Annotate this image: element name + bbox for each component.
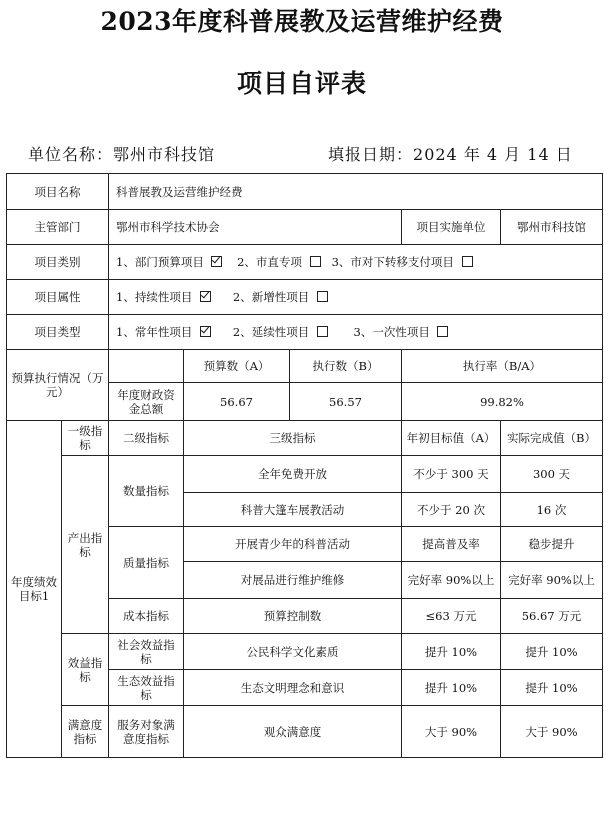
perf-label: 年度绩效目标1 bbox=[7, 421, 62, 758]
category-options bbox=[109, 245, 603, 280]
indicator-actual: 56.67 万元 bbox=[501, 599, 603, 634]
indicator-target: 大于 90% bbox=[402, 706, 501, 758]
indicator-name: 全年免费开放 bbox=[184, 456, 402, 493]
type-options bbox=[109, 315, 603, 350]
table-row bbox=[7, 706, 603, 758]
row-category bbox=[7, 245, 603, 280]
project-name-label: 项目名称 bbox=[7, 174, 109, 210]
type-opt3: 3、一次性项目 bbox=[353, 325, 430, 339]
row-project-name bbox=[7, 174, 603, 210]
output-label: 产出指标 bbox=[62, 456, 109, 634]
budget-col-a: 预算数（A） bbox=[184, 350, 290, 383]
category-label: 项目类别 bbox=[7, 245, 109, 280]
cost-label: 成本指标 bbox=[109, 599, 184, 634]
indicator-actual: 完好率 90%以上 bbox=[501, 562, 603, 599]
indicator-target: 不少于 20 次 bbox=[402, 493, 501, 527]
quality-label: 质量指标 bbox=[109, 527, 184, 599]
indicator-actual: 300 天 bbox=[501, 456, 603, 493]
project-name-value: 科普展教及运营维护经费 bbox=[109, 174, 603, 210]
attribute-opt1: 1、持续性项目 bbox=[116, 290, 193, 304]
budget-row-label: 年度财政资金总额 bbox=[109, 383, 184, 421]
budget-col-rate: 执行率（B/A） bbox=[402, 350, 603, 383]
department-label: 主管部门 bbox=[7, 210, 109, 245]
indicator-name: 公民科学文化素质 bbox=[184, 634, 402, 670]
checkbox-empty-icon[interactable] bbox=[317, 326, 328, 337]
evaluation-table bbox=[6, 173, 603, 758]
checkbox-empty-icon[interactable] bbox=[437, 326, 448, 337]
row-type bbox=[7, 315, 603, 350]
budget-label: 预算执行情况（万元） bbox=[7, 350, 109, 421]
perf-h-actual: 实际完成值（B） bbox=[501, 421, 603, 456]
title-line-2: 项目自评表 bbox=[236, 69, 367, 98]
perf-h-target: 年初目标值（A） bbox=[402, 421, 501, 456]
table-row bbox=[7, 456, 603, 493]
impl-unit-label: 项目实施单位 bbox=[402, 210, 501, 245]
budget-a-value: 56.67 bbox=[184, 383, 290, 421]
category-opt2: 2、市直专项 bbox=[237, 255, 302, 269]
perf-h-level3: 三级指标 bbox=[184, 421, 402, 456]
perf-h-level2: 二级指标 bbox=[109, 421, 184, 456]
indicator-actual: 稳步提升 bbox=[501, 527, 603, 562]
unit-value: 鄂州市科技馆 bbox=[113, 145, 216, 164]
category-opt1: 1、部门预算项目 bbox=[116, 255, 204, 269]
unit-name bbox=[28, 142, 215, 165]
indicator-actual: 提升 10% bbox=[501, 670, 603, 706]
checkbox-checked-icon[interactable] bbox=[211, 256, 222, 267]
table-row bbox=[7, 634, 603, 670]
report-date bbox=[328, 142, 573, 165]
satisfaction-label: 满意度指标 bbox=[62, 706, 109, 758]
budget-blank bbox=[109, 350, 184, 383]
budget-col-b: 执行数（B） bbox=[290, 350, 402, 383]
type-label: 项目类型 bbox=[7, 315, 109, 350]
indicator-actual: 16 次 bbox=[501, 493, 603, 527]
indicator-actual: 大于 90% bbox=[501, 706, 603, 758]
eco-label: 生态效益指标 bbox=[109, 670, 184, 706]
unit-label: 单位名称： bbox=[28, 145, 114, 164]
row-budget-header bbox=[7, 350, 603, 383]
type-opt2: 2、延续性项目 bbox=[232, 325, 310, 339]
budget-rate-value: 99.82% bbox=[402, 383, 603, 421]
qty-label: 数量指标 bbox=[109, 456, 184, 527]
indicator-target: 提高普及率 bbox=[402, 527, 501, 562]
attribute-label: 项目属性 bbox=[7, 280, 109, 315]
checkbox-checked-icon[interactable] bbox=[200, 326, 211, 337]
row-attribute bbox=[7, 280, 603, 315]
category-opt3: 3、市对下转移支付项目 bbox=[331, 255, 454, 269]
indicator-target: 提升 10% bbox=[402, 670, 501, 706]
indicator-name: 开展青少年的科普活动 bbox=[184, 527, 402, 562]
row-perf-header bbox=[7, 421, 603, 456]
indicator-actual: 提升 10% bbox=[501, 634, 603, 670]
indicator-target: 提升 10% bbox=[402, 634, 501, 670]
impl-unit-value: 鄂州市科技馆 bbox=[501, 210, 603, 245]
checkbox-checked-icon[interactable] bbox=[200, 291, 211, 302]
checkbox-empty-icon[interactable] bbox=[310, 256, 321, 267]
indicator-name: 预算控制数 bbox=[184, 599, 402, 634]
indicator-target: ≤63 万元 bbox=[402, 599, 501, 634]
perf-h-level1: 一级指标 bbox=[62, 421, 109, 456]
date-value: 2024 年 4 月 14 日 bbox=[413, 145, 573, 164]
indicator-name: 观众满意度 bbox=[184, 706, 402, 758]
attribute-opt2: 2、新增性项目 bbox=[232, 290, 310, 304]
date-label: 填报日期： bbox=[328, 145, 414, 164]
indicator-name: 科普大篷车展教活动 bbox=[184, 493, 402, 527]
checkbox-empty-icon[interactable] bbox=[462, 256, 473, 267]
type-opt1: 1、常年性项目 bbox=[116, 325, 193, 339]
title-line-1: 2023年度科普展教及运营维护经费 bbox=[100, 7, 504, 36]
indicator-name: 生态文明理念和意识 bbox=[184, 670, 402, 706]
indicator-name: 对展品进行维护维修 bbox=[184, 562, 402, 599]
attribute-options bbox=[109, 280, 603, 315]
indicator-target: 不少于 300 天 bbox=[402, 456, 501, 493]
social-label: 社会效益指标 bbox=[109, 634, 184, 670]
budget-b-value: 56.57 bbox=[290, 383, 402, 421]
benefit-label: 效益指标 bbox=[62, 634, 109, 706]
department-value: 鄂州市科学技术协会 bbox=[109, 210, 402, 245]
row-department bbox=[7, 210, 603, 245]
checkbox-empty-icon[interactable] bbox=[317, 291, 328, 302]
indicator-target: 完好率 90%以上 bbox=[402, 562, 501, 599]
service-label: 服务对象满意度指标 bbox=[109, 706, 184, 758]
